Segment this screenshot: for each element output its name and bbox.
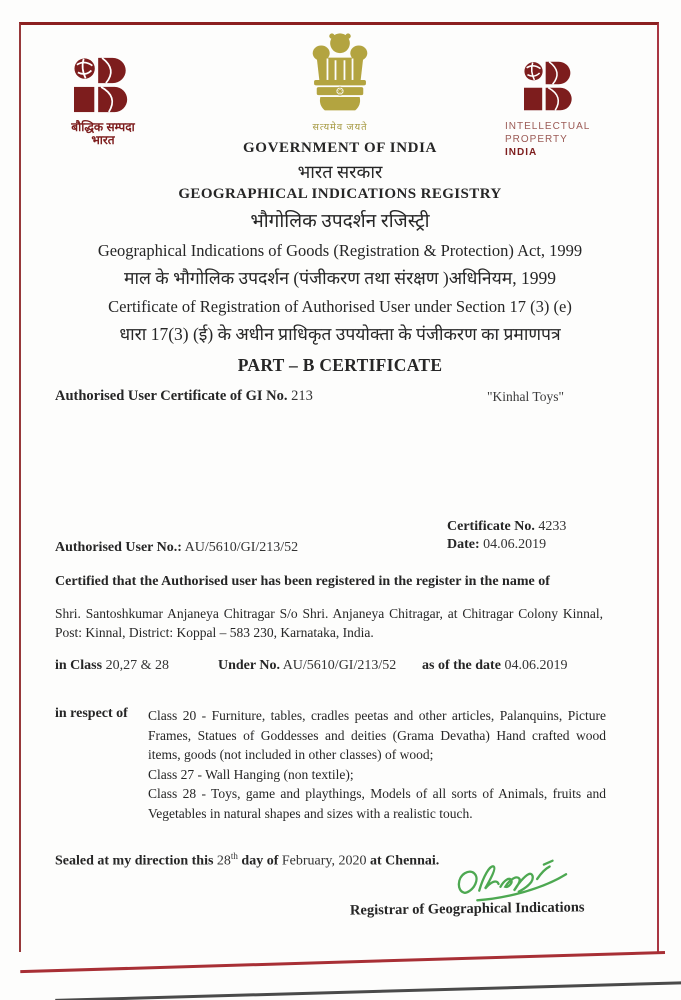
gi-number-line [55, 388, 313, 405]
goods-class-27: Class 27 - Wall Hanging (non textile); [148, 766, 354, 782]
sealed-day: 28 [213, 853, 231, 869]
government-of-india-title: GOVERNMENT OF INDIA [243, 140, 437, 156]
certificate-section-title-hindi: धारा 17(3) (ई) के अधीन प्राधिकृत उपयोक्ता के पंजीकरण का प्रमाणपत्र [119, 324, 561, 344]
in-class-label: in Class [55, 658, 103, 673]
sealed-part1: Sealed at my direction this [55, 853, 214, 869]
certificate-date-line [447, 537, 546, 553]
goods-description [148, 706, 606, 823]
registered-name-address: Shri. Santoshkumar Anjaneya Chitragar S/o Shri. Anjaneya Chitragar, at Chitragar Colony Kinnal, Post: Kinnal, District: Koppal – 583 230, Karnataka, India. [55, 606, 603, 640]
certificate-number-line [447, 519, 566, 535]
as-of-date-label: as of the date [422, 658, 501, 673]
sealed-statement [55, 851, 439, 870]
under-number-line [218, 658, 396, 674]
certified-statement: Certified that the Authorised user has been registered in the register in the name of [55, 574, 550, 589]
authorised-user-number-value: AU/5610/GI/213/52 [181, 540, 299, 555]
ip-logo-icon [65, 56, 141, 114]
authorised-user-number-label: Authorised User No.: [55, 540, 182, 555]
sealed-day-suffix: th [230, 851, 238, 861]
part-b-certificate-title: PART – B CERTIFICATE [237, 355, 443, 375]
scan-page-edge [55, 981, 681, 1000]
ip-right-caption-property: PROPERTY [505, 134, 568, 145]
ashoka-emblem-icon [306, 28, 374, 114]
act-title-hindi: माल के भौगोलिक उपदर्शन (पंजीकरण तथा संरक्षण )अधिनियम, 1999 [124, 268, 556, 288]
as-of-date-line [422, 658, 567, 674]
sealed-part3: at Chennai. [370, 853, 440, 869]
sealed-part2: day of [237, 853, 282, 869]
national-emblem [300, 28, 380, 133]
certificate-number-label: Certificate No. [447, 519, 535, 534]
act-title: Geographical Indications of Goods (Registration & Protection) Act, 1999 [97, 241, 583, 260]
emblem-motto: सत्यमेव जयते [312, 123, 368, 133]
ip-left-caption-line1: बौद्धिक सम्पदा [71, 120, 135, 134]
certificate-border-bottom [20, 951, 665, 973]
authorised-user-number-line [55, 540, 298, 556]
under-number-value: AU/5610/GI/213/52 [279, 658, 397, 673]
gi-registry-title-hindi: भौगोलिक उपदर्शन रजिस्ट्री [250, 211, 430, 232]
sealed-month: February, 2020 [281, 853, 371, 869]
certificate-date-label: Date: [447, 537, 480, 552]
ip-logo-left [58, 56, 148, 147]
gi-number-value: 213 [287, 388, 313, 404]
certificate-section-title: Certificate of Registration of Authorised User under Section 17 (3) (e) [108, 297, 572, 316]
in-class-line [55, 658, 169, 674]
in-class-value: 20,27 & 28 [102, 658, 169, 673]
gi-name: "Kinhal Toys" [487, 389, 564, 404]
government-of-india-title-hindi: भारत सरकार [297, 162, 383, 182]
certificate-number-value: 4233 [534, 519, 567, 534]
ip-logo-icon [517, 60, 583, 112]
in-respect-of-label: in respect of [55, 706, 128, 721]
gi-registry-title: GEOGRAPHICAL INDICATIONS REGISTRY [178, 186, 502, 202]
as-of-date-value: 04.06.2019 [500, 658, 568, 673]
ip-right-caption-india: INDIA [505, 147, 538, 158]
under-number-label: Under No. [218, 658, 280, 673]
goods-class-28: Class 28 - Toys, game and playthings, Models of all sorts of Animals, fruits and Vegetables in natural shapes and sizes with a realistic touch. [148, 786, 606, 821]
certificate-date-value: 04.06.2019 [479, 537, 547, 552]
gi-number-label: Authorised User Certificate of GI No. [55, 388, 288, 404]
goods-class-20: Class 20 - Furniture, tables, cradles peetas and other articles, Palanquins, Picture Frames, Statues of Goddesses and deities (Grama Devatha) Hand crafted wood items, goods (not included in other classes) of wood; [148, 708, 606, 762]
ip-left-caption-line2: भारत [91, 133, 115, 147]
ip-right-caption-line1: INTELLECTUAL [505, 121, 591, 132]
registrar-title: Registrar of Geographical Indications [349, 899, 585, 919]
